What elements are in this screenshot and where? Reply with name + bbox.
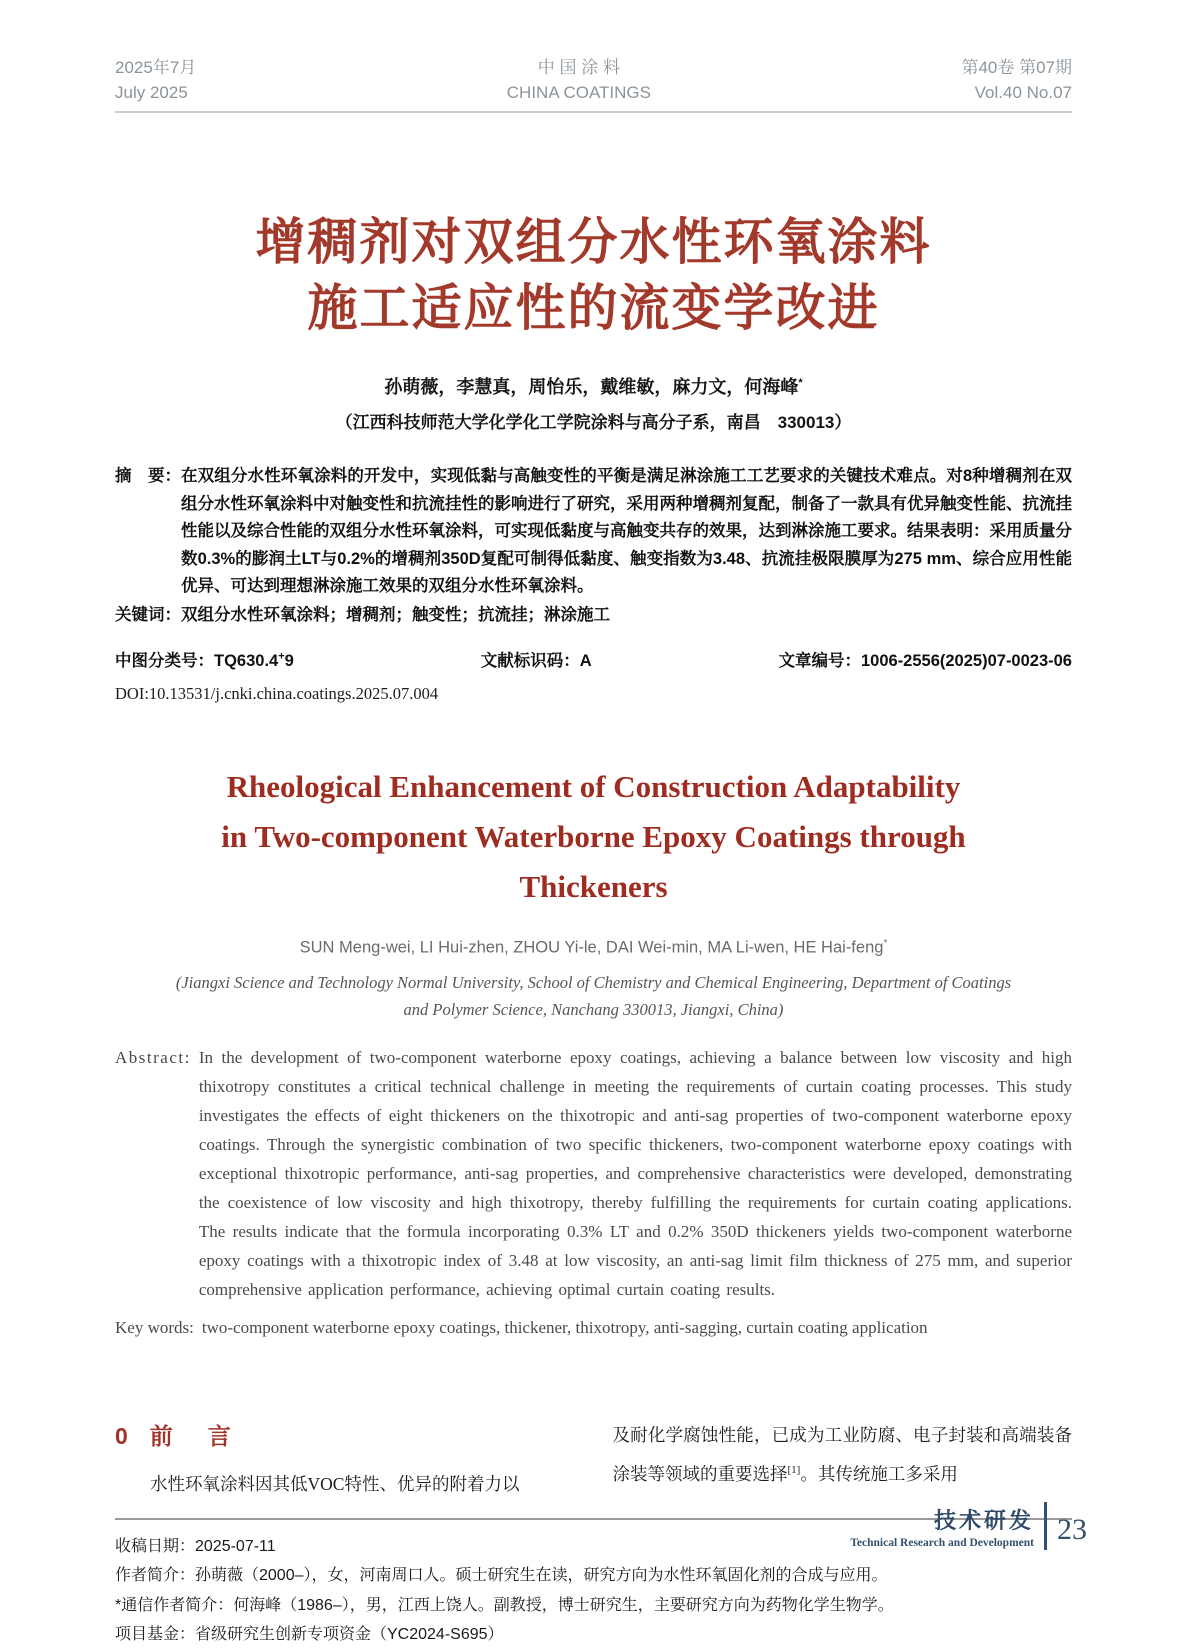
article-number: 文章编号：1006-2556(2025)07-0023-06 (778, 652, 1072, 670)
document-code: 文献标识码：A (480, 652, 592, 670)
footer-section-name (850, 1504, 1034, 1549)
affiliation-cn: （江西科技师范大学化学化工学院涂料与高分子系，南昌 330013） (335, 413, 852, 432)
authors-en-names: SUN Meng-wei, LI Hui-zhen, ZHOU Yi-le, DAI Wei-min, MA Li-wen, HE Hai-feng (299, 938, 884, 957)
header-journal-cn: 中 国 涂 料 (537, 58, 620, 77)
footer-divider (1044, 1502, 1047, 1550)
meta-row (115, 647, 1072, 671)
authors-cn (115, 373, 1072, 399)
affiliation-en-line2: and Polymer Science, Nanchang 330013, Jiangxi, China) (403, 999, 784, 1019)
header-journal-name (507, 55, 651, 105)
keywords-cn (115, 602, 1072, 630)
footer-section-en: Technical Research and Development (850, 1536, 1034, 1549)
citation-mark: [1] (787, 1463, 801, 1476)
footnote-corresponding-author-bio: *通信作者简介：何海峰（1986–），男，江西上饶人。副教授，博士研究生，主要研究方向为药物化学生物学。 (115, 1596, 894, 1614)
abstract-cn (115, 463, 1072, 601)
abstract-en (115, 1043, 1072, 1304)
section-heading (115, 1418, 575, 1451)
article-title-en-line2: in Two-component Waterborne Epoxy Coatings through (221, 819, 966, 854)
header-issue (961, 55, 1072, 105)
affiliation-en-line1: (Jiangxi Science and Technology Normal University, School of Chemistry and Chemical Engineering, Department of Coatings (175, 972, 1012, 992)
clc-superscript: + (278, 650, 285, 663)
keywords-en-label: Key words: (115, 1317, 194, 1337)
article-title-cn (115, 209, 1072, 341)
article-title-en (115, 762, 1072, 912)
section-title: 前 言 (149, 1422, 237, 1449)
intro-right-text: 及耐化学腐蚀性能，已成为工业防腐、电子封装和高端装备涂装等领域的重要选择 (612, 1424, 1072, 1484)
intro-right-column (613, 1418, 1073, 1502)
keywords-cn-text: 双组分水性环氧涂料；增稠剂；触变性；抗流挂；淋涂施工 (181, 605, 610, 624)
header-date (115, 55, 196, 105)
abstract-en-text: In the development of two-component waterborne epoxy coatings, achieving a balance between low viscosity and high thixotropy constitutes a critical technical challenge in meeting the requirements of curtain coating processes. This study investigates the effects of eight thickeners on the thixotropic and anti-sag properties of two-component waterborne epoxy coatings. Through the synergistic combination of two specific thickeners, two-component waterborne epoxy coatings with exceptional thixotropic performance, anti-sag properties, and comprehensive characteristics were developed, demonstrating the coexistence of low viscosity and high thixotropy, thereby fulfilling the requirements for curtain coating applications. The results indicate that the formula incorporating 0.3% LT and 0.2% 350D thickeners yields two-component waterborne epoxy coatings with a thixotropic index of 3.48 at low viscosity, an anti-sag limit film thickness of 275 mm, and superior comprehensive application performance, achieving optimal curtain coating results. (198, 1047, 1072, 1299)
intro-paragraph-right (613, 1418, 1073, 1492)
header-date-en: July 2025 (115, 83, 188, 102)
keywords-en-text: two-component waterborne epoxy coatings, thickener, thixotropy, anti-sagging, curtain coating application (201, 1317, 928, 1337)
abstract-cn-label: 摘 要： (115, 467, 181, 485)
journal-header (115, 55, 1072, 113)
keywords-en (115, 1313, 1072, 1342)
clc-tail: 9 (284, 652, 294, 670)
footer-section-cn: 技术研发 (933, 1507, 1034, 1533)
article-title-cn-line1: 增稠剂对双组分水性环氧涂料 (255, 214, 932, 270)
clc-label: 中图分类号：TQ630.4 (115, 652, 279, 670)
article-title-en-line3: Thickeners (519, 869, 668, 904)
footnote-funding: 项目基金：省级研究生创新专项资金（YC2024-S695） (115, 1626, 504, 1643)
article-title-en-line1: Rheological Enhancement of Construction Adaptability (226, 769, 961, 804)
introduction-section (115, 1418, 1072, 1502)
corresponding-author-mark: * (798, 377, 803, 389)
header-issue-en: Vol.40 No.07 (974, 83, 1072, 102)
corresponding-author-mark-en: * (883, 938, 888, 949)
authors-en (115, 938, 1072, 958)
abstract-cn-text: 在双组分水性环氧涂料的开发中，实现低黏与高触变性的平衡是满足淋涂施工工艺要求的关键技术难点。对8种增稠剂在双组分水性环氧涂料中对触变性和抗流挂性的影响进行了研究，采用两种增稠剂复配，制备了一款具有优异触变性能、抗流挂性能以及综合性能的双组分水性环氧涂料，可实现低黏度与高触变共存的效果，达到淋涂施工要求。结果表明：采用质量分数0.3%的膨润土LT与0.2%的增稠剂350D复配可制得低黏度、触变指数为3.48、抗流挂极限膜厚为275 mm、综合应用性能优异、可达到理想淋涂施工效果的双组分水性环氧涂料。 (181, 467, 1072, 595)
clc-number (115, 647, 294, 671)
header-journal-en: CHINA COATINGS (506, 83, 651, 102)
page-footer (850, 1502, 1087, 1550)
header-date-cn: 2025年7月 (115, 58, 197, 77)
header-issue-cn: 第40卷 第07期 (961, 58, 1072, 77)
authors-cn-names: 孙萌薇，李慧真，周怡乐，戴维敏，麻力文，何海峰 (384, 377, 799, 397)
keywords-cn-label: 关键词： (115, 605, 181, 624)
page-number: 23 (1057, 1513, 1087, 1546)
footnote-author-bio: 作者简介：孙萌薇（2000–），女，河南周口人。硕士研究生在读，研究方向为水性环氧固化剂的合成与应用。 (115, 1567, 888, 1584)
abstract-en-label: Abstract: (115, 1047, 191, 1067)
section-number: 0 (115, 1422, 128, 1449)
doi: DOI:10.13531/j.cnki.china.coatings.2025.07.004 (115, 684, 439, 703)
intro-right-text-tail: 。其传统施工多采用 (800, 1463, 958, 1484)
article-title-cn-line2: 施工适应性的流变学改进 (307, 280, 880, 336)
footnote-received-date: 收稿日期：2025-07-11 (115, 1537, 276, 1555)
affiliation-en (115, 969, 1072, 1023)
intro-left-column (115, 1418, 575, 1502)
intro-paragraph-left: 水性环氧涂料因其低VOC特性、优异的附着力以 (150, 1473, 520, 1494)
